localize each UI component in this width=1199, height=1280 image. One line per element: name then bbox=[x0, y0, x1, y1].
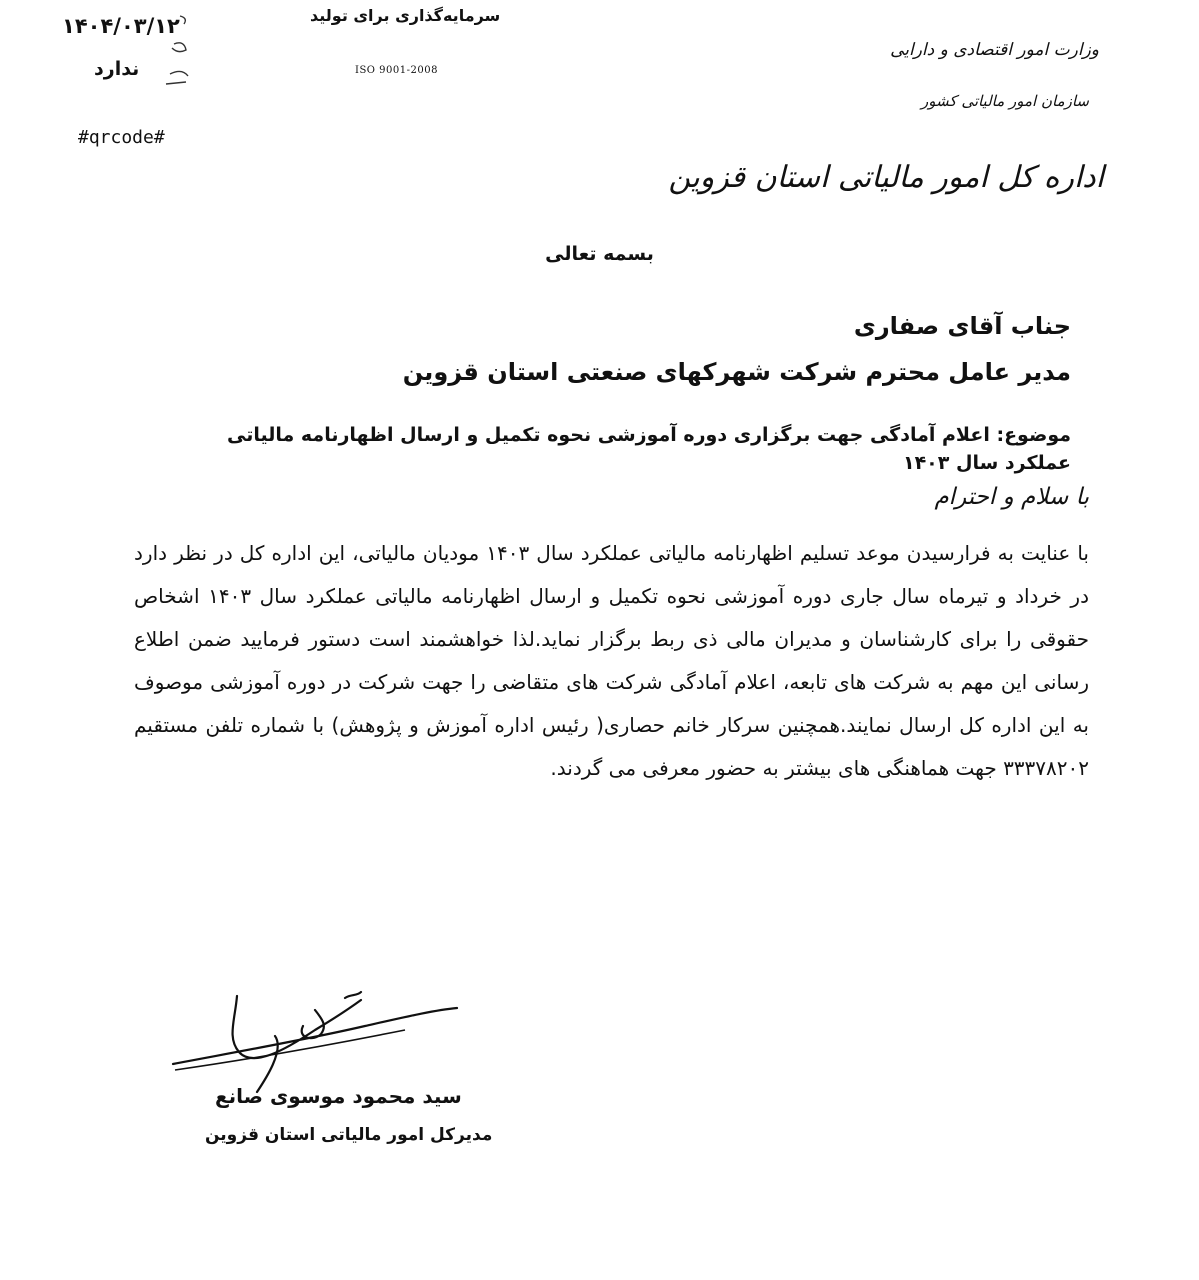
attachment-status: ندارد bbox=[94, 58, 140, 80]
recipient-name: جناب آقای صفاری bbox=[853, 312, 1071, 340]
handwritten-field-labels bbox=[160, 10, 200, 90]
signer-title: مدیرکل امور مالیاتی استان قزوین bbox=[205, 1125, 493, 1145]
invocation: بسمه تعالی bbox=[545, 243, 654, 265]
greeting: با سلام و احترام bbox=[934, 484, 1089, 510]
organization-name: سازمان امور مالیاتی کشور bbox=[921, 92, 1089, 110]
department-name: اداره کل امور مالیاتی استان قزوین bbox=[668, 160, 1104, 195]
signer-name: سید محمود موسوی صانع bbox=[215, 1084, 462, 1108]
letter-subject: موضوع: اعلام آمادگی جهت برگزاری دوره آموزشی نحوه تکمیل و ارسال اظهارنامه مالیاتی عملکرد سال ۱۴۰۳ bbox=[227, 424, 1071, 474]
iso-certification: ISO 9001-2008 bbox=[355, 65, 438, 76]
letter-date: ۱۴۰۴/۰۳/۱۲ bbox=[62, 14, 180, 38]
ministry-name: وزارت امور اقتصادی و دارایی bbox=[890, 40, 1099, 60]
letter-body: با عنایت به فرارسیدن موعد تسلیم اظهارنامه مالیاتی عملکرد سال ۱۴۰۳ مودیان مالیاتی، این اداره کل در نظر دارد در خرداد و تیرماه سال جاری دوره آموزشی نحوه تکمیل و ارسال اظهارنامه مالیاتی عملکرد سال ۱۴۰۳ اشخاص حقوقی را برای کارشناسان و مدیران مالی ذی ربط برگزار نماید.لذا خواهشمند است دستور فرمایید ضمن اطلاع رسانی این مهم به شرکت های تابعه، اعلام آمادگی شرکت های متقاضی را جهت شرکت در دوره آموزشی موصوف به این اداره کل ارسال نمایند.همچنین سرکار خانم حصاری( رئیس اداره آموزش و پژوهش) با شماره تلفن مستقیم ۳۳۳۷۸۲۰۲ جهت هماهنگی های بیشتر به حضور معرفی می گردند. bbox=[134, 541, 1089, 780]
qrcode-placeholder: #qrcode# bbox=[78, 127, 165, 148]
recipient-title: مدیر عامل محترم شرکت شهرکهای صنعتی استان قزوین bbox=[402, 358, 1071, 386]
year-motto: سرمایه‌گذاری برای تولید bbox=[310, 6, 501, 25]
